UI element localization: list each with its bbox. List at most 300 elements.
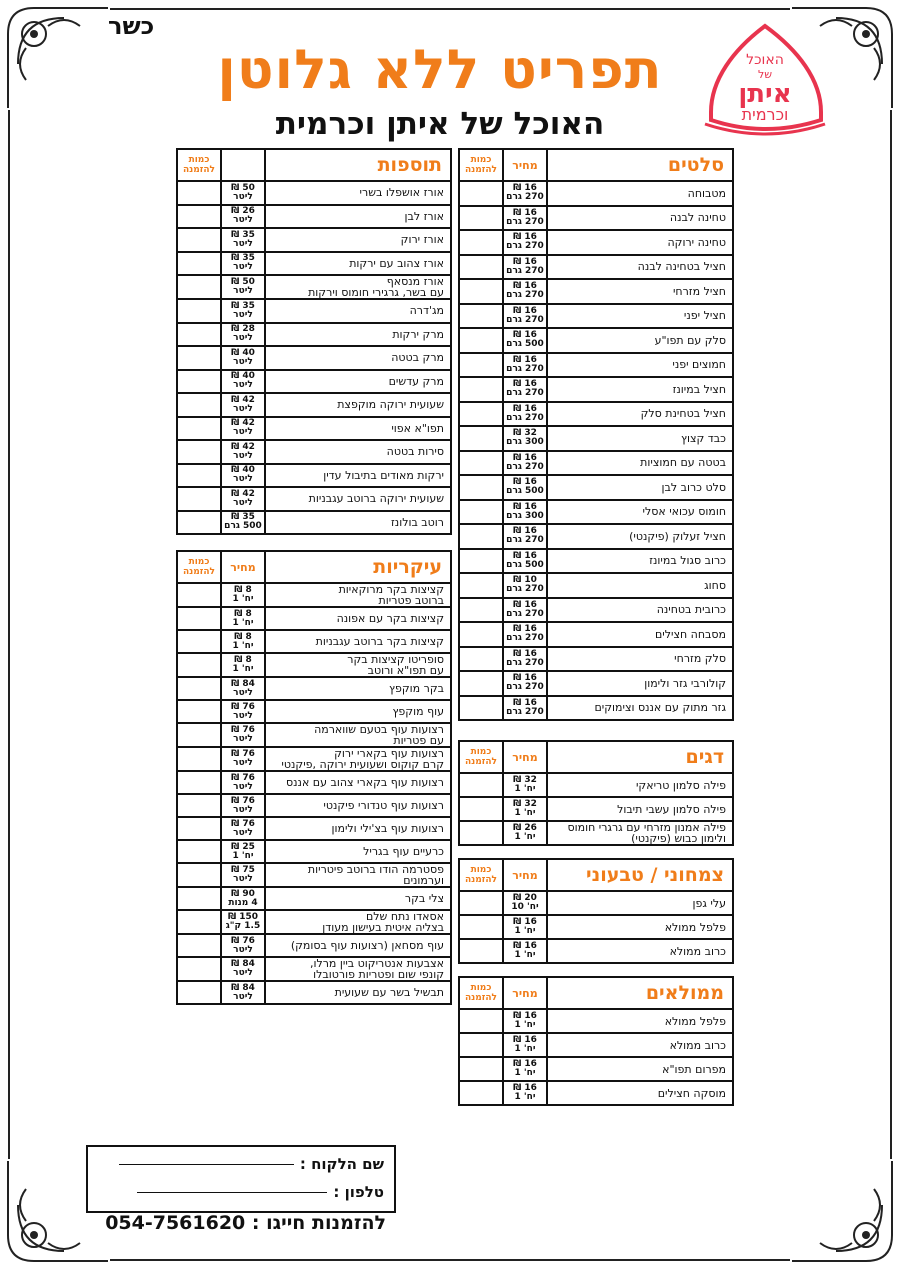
quantity-input-cell[interactable]	[459, 797, 503, 821]
item-name: צלי בקר	[265, 887, 451, 910]
quantity-input-cell[interactable]	[177, 887, 221, 910]
item-price: 32 ₪ 300 גרם	[503, 426, 547, 451]
quantity-input-cell[interactable]	[177, 205, 221, 229]
item-name: סירות בטטה	[265, 440, 451, 464]
section-header-row	[459, 149, 733, 181]
item-name: חמוצים יפני	[547, 353, 733, 378]
quantity-input-cell[interactable]	[459, 821, 503, 845]
item-price: 16 ₪ יח' 1	[503, 1081, 547, 1105]
item-price: 16 ₪ 270 גרם	[503, 181, 547, 206]
item-price: 35 ₪ ליטר	[221, 228, 265, 252]
customer-phone-label: טלפון :	[333, 1183, 384, 1201]
quantity-input-cell[interactable]	[459, 255, 503, 280]
item-price: 16 ₪ יח' 1	[503, 1033, 547, 1057]
quantity-input-cell[interactable]	[459, 279, 503, 304]
section-header-row	[459, 741, 733, 773]
quantity-input-cell[interactable]	[459, 475, 503, 500]
item-name: פלפל ממולא	[547, 915, 733, 939]
item-price: 76 ₪ ליטר	[221, 700, 265, 723]
item-price: 16 ₪ 270 גרם	[503, 304, 547, 329]
item-price: 76 ₪ ליטר	[221, 771, 265, 794]
item-price: 16 ₪ 270 גרם	[503, 206, 547, 231]
quantity-input-cell[interactable]	[177, 299, 221, 323]
quantity-input-cell[interactable]	[459, 939, 503, 963]
item-name: גזר מתוק עם אננס וצימוקים	[547, 696, 733, 721]
customer-name-field[interactable]	[119, 1164, 294, 1165]
item-price: 50 ₪ ליטר	[221, 275, 265, 299]
item-name: קציצות בקר ברוטב עגבניות	[265, 630, 451, 653]
menu-item-row	[177, 487, 451, 511]
quantity-input-cell[interactable]	[459, 1009, 503, 1033]
item-price: 16 ₪ 500 גרם	[503, 328, 547, 353]
quantity-input-cell[interactable]	[177, 583, 221, 607]
item-name: כרעיים עוף בגריל	[265, 840, 451, 863]
quantity-column-header: כמות להזמנה	[459, 741, 503, 773]
item-name: פסטרמה הודו ברוטב פיטריות וערמונים	[265, 863, 451, 887]
price-column-header: מחיר	[503, 741, 547, 773]
item-name: מרק בטטה	[265, 346, 451, 370]
item-price: 40 ₪ ליטר	[221, 370, 265, 394]
quantity-input-cell[interactable]	[459, 524, 503, 549]
quantity-input-cell[interactable]	[177, 957, 221, 981]
item-name: חציל יפני	[547, 304, 733, 329]
item-price: 16 ₪ 270 גרם	[503, 377, 547, 402]
quantity-column-header: כמות להזמנה	[177, 149, 221, 181]
menu-item-row	[177, 794, 451, 817]
item-name: רוטב בולונז	[265, 511, 451, 535]
menu-item-row	[177, 323, 451, 347]
item-name: חומוס עכואי אסלי	[547, 500, 733, 525]
menu-item-row	[177, 817, 451, 840]
quantity-input-cell[interactable]	[177, 630, 221, 653]
quantity-input-cell[interactable]	[177, 275, 221, 299]
item-name: קציצות בקר מרוקאיות ברוטב פטריות	[265, 583, 451, 607]
menu-item-row	[459, 1081, 733, 1105]
item-name: כרוב ממולא	[547, 1033, 733, 1057]
item-name: אסאדו נתח שלם בצליה איטית בעישון מעודן	[265, 910, 451, 934]
item-price: 16 ₪ 270 גרם	[503, 671, 547, 696]
item-price: 28 ₪ ליטר	[221, 323, 265, 347]
quantity-input-cell[interactable]	[177, 723, 221, 747]
item-name: עלי גפן	[547, 891, 733, 915]
quantity-input-cell[interactable]	[459, 353, 503, 378]
item-name: עוף מוקפץ	[265, 700, 451, 723]
menu-item-row	[459, 939, 733, 963]
item-price: 16 ₪ 500 גרם	[503, 475, 547, 500]
quantity-input-cell[interactable]	[459, 598, 503, 623]
item-price: 10 ₪ 270 גרם	[503, 573, 547, 598]
item-name: חציל זעלוק (פיקנטי)	[547, 524, 733, 549]
quantity-input-cell[interactable]	[177, 747, 221, 771]
menu-item-row	[459, 426, 733, 451]
menu-item-row	[459, 1033, 733, 1057]
salads-table	[458, 148, 734, 721]
menu-item-row	[177, 981, 451, 1004]
quantity-input-cell[interactable]	[177, 417, 221, 441]
menu-item-row	[177, 887, 451, 910]
item-name: מטבוחה	[547, 181, 733, 206]
item-price: 16 ₪ יח' 1	[503, 1057, 547, 1081]
menu-item-row	[459, 773, 733, 797]
item-price: 16 ₪ 270 גרם	[503, 279, 547, 304]
item-name: מרק ירקות	[265, 323, 451, 347]
menu-item-row	[459, 1009, 733, 1033]
item-price: 16 ₪ 300 גרם	[503, 500, 547, 525]
quantity-input-cell[interactable]	[459, 1081, 503, 1105]
item-name: אורז מנסאף עם בשר, גרגירי חומוס וירקות	[265, 275, 451, 299]
quantity-column-header: כמות להזמנה	[177, 551, 221, 583]
item-price: 76 ₪ ליטר	[221, 817, 265, 840]
menu-item-row	[177, 957, 451, 981]
menu-item-row	[177, 607, 451, 630]
section-title: עיקריות	[265, 551, 451, 583]
customer-name-label: שם הלקוח :	[299, 1155, 384, 1173]
menu-item-row	[459, 402, 733, 427]
item-name: כרוב סגול במיונז	[547, 549, 733, 574]
menu-item-row	[459, 1057, 733, 1081]
menu-item-row	[459, 377, 733, 402]
fish-table	[458, 740, 734, 846]
item-price: 40 ₪ ליטר	[221, 346, 265, 370]
quantity-input-cell[interactable]	[459, 573, 503, 598]
section-title: צמחוני / טבעוני	[547, 859, 733, 891]
menu-item-row	[177, 346, 451, 370]
item-name: מוסקה חצילים	[547, 1081, 733, 1105]
item-name: רצועות עוף בקארי צהוב עם אננס	[265, 771, 451, 794]
menu-item-row	[459, 622, 733, 647]
quantity-input-cell[interactable]	[177, 346, 221, 370]
item-name: תבשיל בשר עם שעועית	[265, 981, 451, 1004]
quantity-input-cell[interactable]	[177, 840, 221, 863]
menu-title: תפריט ללא גלוטן	[217, 38, 663, 101]
section-header-row	[459, 859, 733, 891]
price-column-header: מחיר	[503, 149, 547, 181]
section-title: סלטים	[547, 149, 733, 181]
menu-item-row	[177, 863, 451, 887]
item-price: 35 ₪ 500 גרם	[221, 511, 265, 535]
menu-item-row	[177, 464, 451, 488]
item-price: 8 ₪ יח' 1	[221, 583, 265, 607]
quantity-input-cell[interactable]	[177, 677, 221, 700]
price-column-header: מחיר	[503, 859, 547, 891]
item-price: 16 ₪ יח' 1	[503, 915, 547, 939]
menu-item-row	[459, 891, 733, 915]
item-name: סחוג	[547, 573, 733, 598]
quantity-column-header: כמות להזמנה	[459, 859, 503, 891]
item-name: אצבעות אנטריקוט ביין מרלו, קונפי שום ופטריות פורטובלו	[265, 957, 451, 981]
menu-item-row	[177, 275, 451, 299]
item-price: 16 ₪ יח' 1	[503, 939, 547, 963]
quantity-column-header: כמות להזמנה	[459, 149, 503, 181]
item-name: פילה סלמון עשבי תיבול	[547, 797, 733, 821]
item-name: פילה אמנון מזרחי עם גרגרי חומוס ולימון כבוש (פיקנטי)	[547, 821, 733, 845]
item-name: קציצות בקר עם אפונה	[265, 607, 451, 630]
item-price: 16 ₪ 270 גרם	[503, 230, 547, 255]
item-name: כרוב ממולא	[547, 939, 733, 963]
section-title: תוספות	[265, 149, 451, 181]
order-phone: להזמנות חייגו : 054-7561620	[105, 1212, 386, 1234]
menu-subtitle: האוכל של איתן וכרמית	[275, 106, 605, 142]
menu-item-row	[459, 696, 733, 721]
item-price: 16 ₪ 270 גרם	[503, 647, 547, 672]
item-price: 16 ₪ 500 גרם	[503, 549, 547, 574]
sides-table	[176, 148, 452, 535]
menu-item-row	[459, 475, 733, 500]
item-price: 16 ₪ 270 גרם	[503, 255, 547, 280]
item-name: מסבחה חצילים	[547, 622, 733, 647]
item-price: 75 ₪ ליטר	[221, 863, 265, 887]
quantity-input-cell[interactable]	[459, 402, 503, 427]
item-name: פלפל ממולא	[547, 1009, 733, 1033]
item-price: 150 ₪ 1.5 ק"ג	[221, 910, 265, 934]
logo-line3: איתן	[738, 79, 792, 109]
menu-item-row	[177, 723, 451, 747]
item-name: מפרום תפו"א	[547, 1057, 733, 1081]
item-name: אורז אושפלו בשרי	[265, 181, 451, 205]
menu-item-row	[177, 700, 451, 723]
item-name: רצועות עוף בטעם שווארמה עם פטריות	[265, 723, 451, 747]
item-price: 32 ₪ יח' 1	[503, 797, 547, 821]
frame-right	[890, 110, 892, 1159]
item-price: 42 ₪ ליטר	[221, 417, 265, 441]
menu-item-row	[459, 255, 733, 280]
menu-item-row	[459, 671, 733, 696]
item-name: טחינה לבנה	[547, 206, 733, 231]
quantity-input-cell[interactable]	[459, 1033, 503, 1057]
menu-item-row	[177, 370, 451, 394]
item-name: פילה סלמון טריאקי	[547, 773, 733, 797]
menu-item-row	[459, 206, 733, 231]
quantity-input-cell[interactable]	[459, 696, 503, 721]
quantity-input-cell[interactable]	[459, 230, 503, 255]
item-name: סלק עם תפו"ע	[547, 328, 733, 353]
menu-item-row	[459, 573, 733, 598]
item-price: 42 ₪ ליטר	[221, 393, 265, 417]
menu-item-row	[459, 524, 733, 549]
menu-item-row	[459, 279, 733, 304]
quantity-input-cell[interactable]	[459, 304, 503, 329]
item-price: 16 ₪ 270 גרם	[503, 402, 547, 427]
quantity-input-cell[interactable]	[177, 863, 221, 887]
quantity-input-cell[interactable]	[177, 700, 221, 723]
customer-phone-field[interactable]	[137, 1192, 327, 1193]
quantity-input-cell[interactable]	[459, 328, 503, 353]
item-name: מרק עדשים	[265, 370, 451, 394]
item-price: 35 ₪ ליטר	[221, 252, 265, 276]
quantity-input-cell[interactable]	[459, 671, 503, 696]
menu-item-row	[177, 910, 451, 934]
item-name: שעועית ירוקה מוקפצת	[265, 393, 451, 417]
quantity-input-cell[interactable]	[177, 464, 221, 488]
frame-left	[8, 110, 10, 1159]
quantity-input-cell[interactable]	[459, 1057, 503, 1081]
item-price: 84 ₪ ליטר	[221, 981, 265, 1004]
stuffed-table	[458, 976, 734, 1106]
quantity-input-cell[interactable]	[177, 181, 221, 205]
item-name: חציל בטחינה לבנה	[547, 255, 733, 280]
vegan-table	[458, 858, 734, 964]
menu-item-row	[177, 417, 451, 441]
item-name: בקר מוקפץ	[265, 677, 451, 700]
quantity-input-cell[interactable]	[459, 500, 503, 525]
menu-item-row	[459, 915, 733, 939]
menu-item-row	[177, 771, 451, 794]
quantity-input-cell[interactable]	[177, 934, 221, 957]
quantity-input-cell[interactable]	[177, 653, 221, 677]
item-price: 16 ₪ 270 גרם	[503, 598, 547, 623]
item-name: ירקות מאודים בתיבול עדין	[265, 464, 451, 488]
customer-phone-row	[137, 1183, 384, 1201]
item-price: 76 ₪ ליטר	[221, 934, 265, 957]
quantity-column-header: כמות להזמנה	[459, 977, 503, 1009]
menu-item-row	[459, 647, 733, 672]
item-price: 76 ₪ ליטר	[221, 723, 265, 747]
logo-line4: וכרמית	[741, 105, 789, 124]
item-price: 8 ₪ יח' 1	[221, 630, 265, 653]
item-name: סופריטו קציצות בקר עם תפו"א ורוטב	[265, 653, 451, 677]
price-column-header: מחיר	[503, 977, 547, 1009]
item-name: סלט כרוב לבן	[547, 475, 733, 500]
item-price: 90 ₪ 4 מנות	[221, 887, 265, 910]
menu-item-row	[177, 934, 451, 957]
quantity-input-cell[interactable]	[459, 622, 503, 647]
quantity-input-cell[interactable]	[177, 511, 221, 535]
quantity-input-cell[interactable]	[459, 426, 503, 451]
menu-item-row	[459, 821, 733, 845]
quantity-input-cell[interactable]	[459, 891, 503, 915]
price-column-header	[221, 149, 265, 181]
quantity-input-cell[interactable]	[177, 771, 221, 794]
menu-item-row	[459, 181, 733, 206]
item-price: 76 ₪ ליטר	[221, 794, 265, 817]
frame-top	[110, 8, 790, 10]
quantity-input-cell[interactable]	[177, 440, 221, 464]
section-header-row	[177, 149, 451, 181]
item-price: 40 ₪ ליטר	[221, 464, 265, 488]
quantity-input-cell[interactable]	[177, 981, 221, 1004]
item-name: מג'דרה	[265, 299, 451, 323]
quantity-input-cell[interactable]	[177, 794, 221, 817]
menu-item-row	[177, 840, 451, 863]
item-price: 16 ₪ 270 גרם	[503, 696, 547, 721]
menu-item-row	[459, 230, 733, 255]
item-price: 8 ₪ יח' 1	[221, 653, 265, 677]
menu-item-row	[177, 747, 451, 771]
item-name: רצועות עוף טנדורי פיקנטי	[265, 794, 451, 817]
kosher-label: כשר	[108, 12, 155, 40]
item-price: 16 ₪ 270 גרם	[503, 451, 547, 476]
quantity-input-cell[interactable]	[177, 370, 221, 394]
menu-item-row	[459, 353, 733, 378]
quantity-input-cell[interactable]	[177, 228, 221, 252]
item-name: בטטה עם חמוציות	[547, 451, 733, 476]
quantity-input-cell[interactable]	[459, 773, 503, 797]
quantity-input-cell[interactable]	[177, 487, 221, 511]
brand-logo	[703, 20, 828, 140]
menu-item-row	[459, 328, 733, 353]
menu-item-row	[459, 500, 733, 525]
item-price: 20 ₪ יח' 10	[503, 891, 547, 915]
item-price: 50 ₪ ליטר	[221, 181, 265, 205]
item-name: שעועית ירוקה ברוטב עגבניות	[265, 487, 451, 511]
item-name: רצועות עוף בקארי ירוק קרם קוקוס ושעועית ירוקה ,פיקנטי	[265, 747, 451, 771]
menu-item-row	[459, 451, 733, 476]
item-price: 26 ₪ ליטר	[221, 205, 265, 229]
item-price: 16 ₪ 270 גרם	[503, 524, 547, 549]
item-name: רצועות עוף בצ'ילי ולימון	[265, 817, 451, 840]
item-price: 42 ₪ ליטר	[221, 440, 265, 464]
quantity-input-cell[interactable]	[177, 252, 221, 276]
quantity-input-cell[interactable]	[177, 323, 221, 347]
item-name: טחינה ירוקה	[547, 230, 733, 255]
quantity-input-cell[interactable]	[459, 181, 503, 206]
item-name: אורז צהוב עם ירקות	[265, 252, 451, 276]
item-name: קולורבי גזר ולימון	[547, 671, 733, 696]
quantity-input-cell[interactable]	[459, 549, 503, 574]
menu-item-row	[459, 598, 733, 623]
quantity-input-cell[interactable]	[459, 647, 503, 672]
item-name: כרובית בטחינה	[547, 598, 733, 623]
menu-item-row	[177, 205, 451, 229]
item-price: 76 ₪ ליטר	[221, 747, 265, 771]
section-title: דגים	[547, 741, 733, 773]
quantity-input-cell[interactable]	[459, 915, 503, 939]
menu-item-row	[177, 252, 451, 276]
menu-item-row	[177, 653, 451, 677]
quantity-input-cell[interactable]	[459, 206, 503, 231]
menu-item-row	[177, 440, 451, 464]
menu-item-row	[177, 630, 451, 653]
item-name: עוף מסחאן (רצועות עוף בסומק)	[265, 934, 451, 957]
item-name: תפו"א אפוי	[265, 417, 451, 441]
item-price: 16 ₪ 270 גרם	[503, 353, 547, 378]
mains-table	[176, 550, 452, 1005]
corner-ornament	[4, 4, 114, 114]
quantity-input-cell[interactable]	[177, 607, 221, 630]
menu-item-row	[177, 393, 451, 417]
item-price: 25 ₪ יח' 1	[221, 840, 265, 863]
menu-item-row	[459, 797, 733, 821]
item-name: אורז ירוק	[265, 228, 451, 252]
price-column-header: מחיר	[221, 551, 265, 583]
item-price: 42 ₪ ליטר	[221, 487, 265, 511]
item-name: סלק מזרחי	[547, 647, 733, 672]
item-price: 84 ₪ ליטר	[221, 957, 265, 981]
menu-item-row	[177, 511, 451, 535]
section-header-row	[459, 977, 733, 1009]
section-header-row	[177, 551, 451, 583]
item-name: חציל במיונז	[547, 377, 733, 402]
menu-item-row	[459, 304, 733, 329]
item-price: 84 ₪ ליטר	[221, 677, 265, 700]
menu-item-row	[177, 583, 451, 607]
customer-name-row	[119, 1155, 384, 1173]
logo-line1: האוכל	[746, 52, 784, 68]
corner-ornament	[786, 1155, 896, 1265]
menu-item-row	[177, 181, 451, 205]
item-price: 32 ₪ יח' 1	[503, 773, 547, 797]
quantity-input-cell[interactable]	[177, 910, 221, 934]
quantity-input-cell[interactable]	[177, 393, 221, 417]
item-price: 26 ₪ יח' 1	[503, 821, 547, 845]
quantity-input-cell[interactable]	[177, 817, 221, 840]
item-name: כבד קצוץ	[547, 426, 733, 451]
quantity-input-cell[interactable]	[459, 451, 503, 476]
menu-item-row	[177, 677, 451, 700]
item-name: אורז לבן	[265, 205, 451, 229]
quantity-input-cell[interactable]	[459, 377, 503, 402]
menu-item-row	[177, 299, 451, 323]
